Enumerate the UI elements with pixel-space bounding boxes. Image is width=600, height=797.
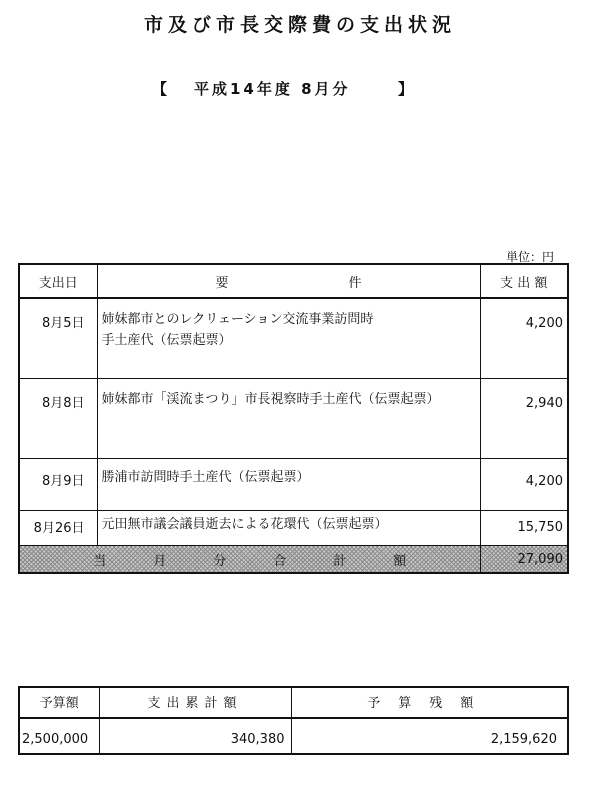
- table-row: [19, 459, 568, 511]
- total-label-char: 計: [333, 553, 347, 569]
- row-date: 8月5日: [19, 298, 97, 379]
- header-remaining: 予算残額: [291, 687, 568, 718]
- row-amount: 4,200: [480, 298, 568, 379]
- row-amount: 2,940: [480, 379, 568, 459]
- period-label: 平成14年度 8月分: [194, 80, 351, 98]
- row-desc-line2: 手土産代（伝票起票）: [101, 333, 232, 348]
- expense-table: [18, 263, 569, 574]
- table-row: [19, 379, 568, 459]
- header-cumulative: 支出累計額: [99, 687, 291, 718]
- row-desc-line1: 元田無市議会議員逝去による花環代（伝票起票）: [101, 517, 388, 532]
- row-date: 8月9日: [19, 459, 97, 511]
- expense-header-row: [19, 264, 568, 298]
- budget-header-row: [19, 687, 568, 718]
- total-label-char: 当: [93, 553, 107, 569]
- unit-label: 単位：円: [506, 250, 555, 264]
- total-label-char: 分: [213, 553, 227, 569]
- row-description: [97, 459, 480, 511]
- total-label: [19, 546, 480, 574]
- row-desc-line1: 姉妹都市「渓流まつり」市長視察時手土産代（伝票起票）: [101, 392, 440, 407]
- total-label-char: 額: [393, 553, 407, 569]
- row-date: 8月26日: [19, 511, 97, 546]
- row-amount: 15,750: [480, 511, 568, 546]
- row-desc-line1: 姉妹都市とのレクリェーション交流事業訪問時: [101, 312, 374, 327]
- remaining-amount: 2,159,620: [490, 732, 557, 747]
- total-amount: 27,090: [480, 546, 568, 574]
- budget-value-row: [19, 718, 568, 754]
- row-description: [97, 511, 480, 546]
- total-row: [19, 546, 568, 574]
- row-description: [97, 379, 480, 459]
- cumulative-amount: 340,380: [99, 718, 291, 754]
- budget-table: [18, 686, 569, 755]
- table-row: [19, 298, 568, 379]
- table-row: [19, 511, 568, 546]
- header-budget: 予算額: [19, 687, 99, 718]
- row-date: 8月8日: [19, 379, 97, 459]
- row-amount: 4,200: [480, 459, 568, 511]
- header-desc-left: 要: [215, 275, 229, 291]
- header-desc-right: 件: [348, 275, 362, 291]
- budget-amount: 2,500,000: [19, 718, 99, 754]
- row-desc-line1: 勝浦市訪問時手土産代（伝票起票）: [101, 470, 310, 485]
- header-amount: 支 出 額: [480, 264, 568, 298]
- period-bracket-open: 【: [152, 80, 168, 98]
- page-title: 市及び市長交際費の支出状況: [143, 14, 456, 36]
- total-label-char: 合: [273, 553, 287, 569]
- header-description: [97, 264, 480, 298]
- period-bracket-close: 】: [398, 80, 414, 98]
- total-label-char: 月: [153, 553, 167, 569]
- header-date: 支出日: [19, 264, 97, 298]
- row-description: [97, 298, 480, 379]
